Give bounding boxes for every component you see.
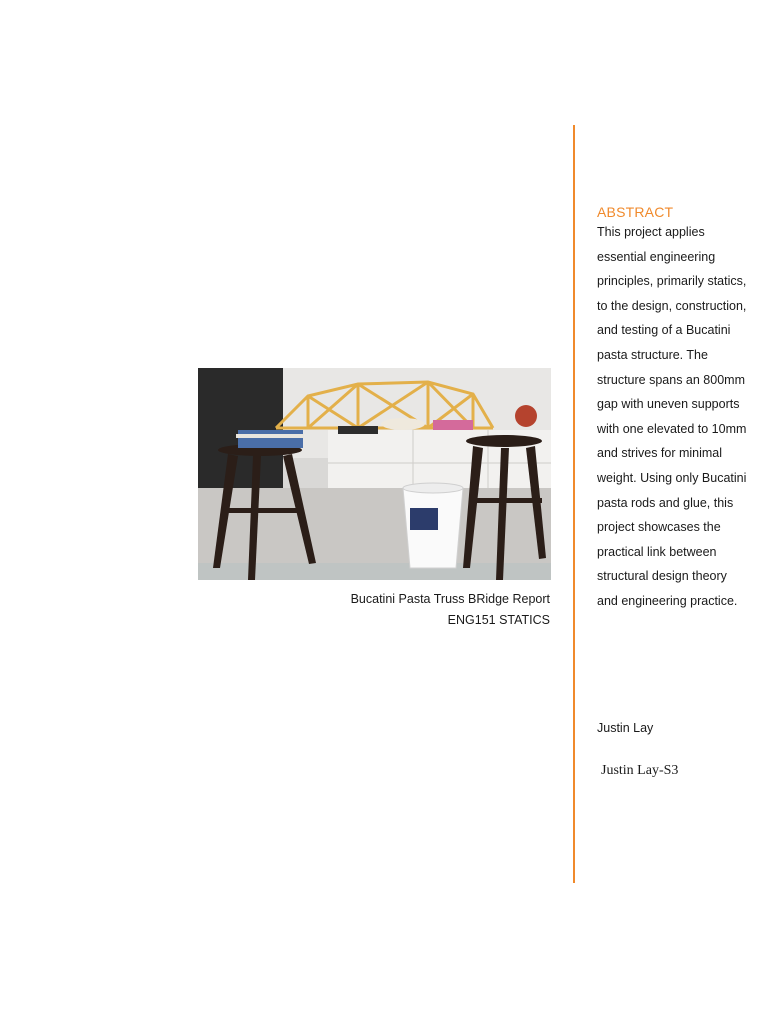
abstract-heading: ABSTRACT bbox=[597, 204, 674, 220]
bridge-photo bbox=[198, 368, 551, 580]
accent-divider bbox=[573, 125, 575, 883]
author-signature: Justin Lay-S3 bbox=[601, 763, 679, 778]
author-name: Justin Lay bbox=[597, 721, 654, 735]
course-code: ENG151 STATICS bbox=[447, 613, 550, 627]
report-title: Bucatini Pasta Truss BRidge Report bbox=[350, 592, 550, 606]
abstract-body: This project applies essential engineering principles, primarily statics, to the design, construction, and testing of a Bucatini pasta structure. The structure spans an 800mm gap with uneven supports with one elevated to 10mm and strives for minimal weight. Using only Bucatini pasta rods and glue, this project showcases the practical link between structural design theory and engineering practice. bbox=[597, 225, 747, 608]
